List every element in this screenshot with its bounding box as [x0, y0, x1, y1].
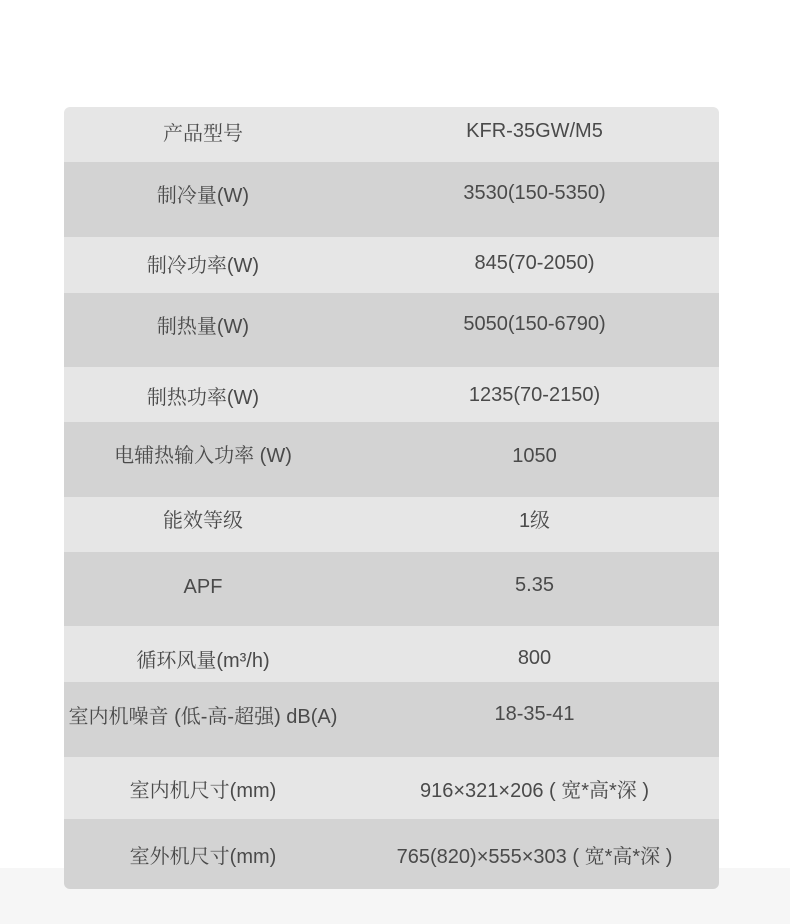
row-label: APF: [183, 575, 223, 598]
table-row: [64, 367, 719, 422]
row-value: 1235(70-2150): [468, 384, 601, 406]
row-label: 制热功率(W): [146, 387, 260, 409]
table-row: [64, 162, 719, 237]
table-row: [64, 626, 719, 682]
row-value: 916×321×206 ( 宽*高*深 ): [419, 779, 650, 802]
table-row: [64, 422, 719, 497]
row-label: 循环风量(m³/h): [136, 649, 270, 672]
table-row: [64, 819, 719, 889]
row-value: 1级: [518, 510, 551, 532]
row-value: 765(820)×555×303 ( 宽*高*深 ): [396, 845, 673, 868]
row-label: 制热量(W): [156, 315, 250, 338]
row-label: 能效等级: [163, 510, 243, 532]
row-value: 5.35: [515, 573, 554, 596]
row-value: 3530(150-5350): [463, 182, 606, 204]
row-value: KFR-35GW/M5: [466, 120, 603, 142]
row-label: 电辅热输入功率 (W): [114, 445, 292, 467]
table-row: [64, 107, 719, 162]
table-row: [64, 497, 719, 552]
row-value: 5050(150-6790): [463, 312, 606, 335]
row-label: 制冷功率(W): [146, 254, 260, 277]
row-value: 845(70-2050): [474, 251, 595, 274]
table-row: [64, 552, 719, 626]
table-row: [64, 757, 719, 819]
row-label: 室内机尺寸(mm): [129, 779, 277, 802]
row-label: 室外机尺寸(mm): [129, 845, 277, 868]
table-row: [64, 293, 719, 367]
spec-table: [64, 107, 719, 889]
row-label: 制冷量(W): [156, 185, 250, 207]
row-value: 1050: [512, 445, 557, 467]
row-label: 产品型号: [163, 123, 243, 145]
table-row: [64, 682, 719, 757]
row-value: 18-35-41: [494, 703, 575, 725]
row-label: 室内机噪音 (低-高-超强) dB(A): [68, 706, 338, 728]
table-row: [64, 237, 719, 293]
row-value: 800: [517, 646, 552, 669]
